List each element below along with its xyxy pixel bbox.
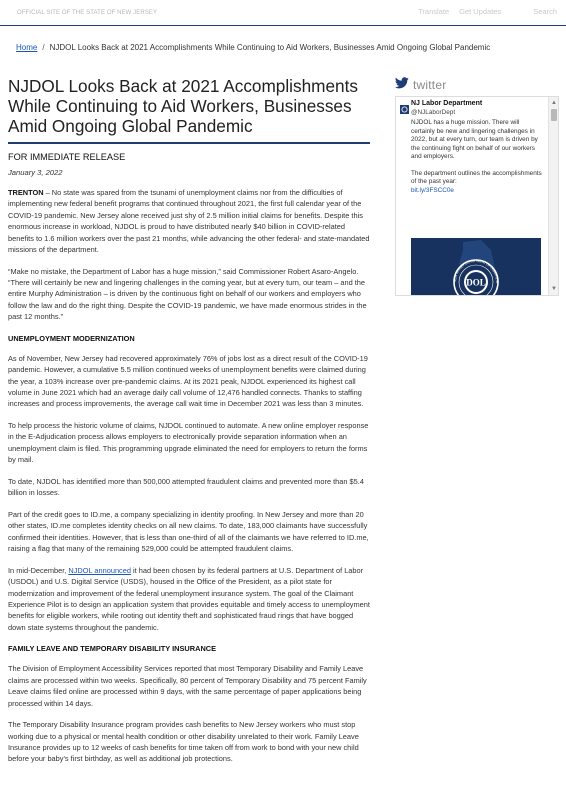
tweet-text: The department outlines the accomplishments of the past year: — [411, 169, 542, 185]
twitter-sidebar — [395, 78, 559, 296]
breadcrumb-home-link[interactable]: Home — [16, 43, 38, 52]
paragraph: Part of the credit goes to ID.me, a company specializing in identity proofing. In New Jersey and more than 20 other states, ID.me completes identity checks on all new claims. To date, 183,000 claimants have successfully confirmed their identities. However, that is less than one-third of all of the claimants we have referred to ID.me, raising a flag that many of the remaining 529,000 could be attempted fraudulent claims. — [8, 509, 369, 554]
official-site-label: OFFICIAL SITE OF THE STATE OF NEW JERSEY — [17, 10, 158, 16]
tweet-text: NJDOL has a huge mission. There will certainly be new and lingering challenges in 2022, but at every turn, our team is driven by the continuing fight on behalf of our workers and employers. — [411, 119, 538, 160]
tweet-author-name[interactable]: NJ Labor Department — [411, 100, 483, 107]
twitter-feed[interactable] — [395, 96, 559, 296]
paragraph: To date, NJDOL has identified more than 500,000 attempted fraudulent claims and prevented more than $5.4 billion in losses. — [8, 476, 364, 498]
breadcrumb-separator: / — [42, 43, 45, 52]
paragraph: The Division of Employment Accessibility Services reported that most Temporary Disability and Family Leave claims are processed within two weeks. Specifically, 80 percent of Temporary Disability and 75 percent Family Leave claims filed online are processed within 9 days, with the same percentage of paper applications being processed within 14 days. — [8, 664, 367, 708]
seal-ring-text: NEW JERSEY DEPARTMENT OF LABOR & W — [452, 258, 500, 284]
profile-avatar-icon[interactable] — [400, 101, 409, 110]
translate-link[interactable]: Translate — [418, 7, 450, 16]
paragraph: “Make no mistake, the Department of Labor has a huge mission,” said Commissioner Robert Asaro-Angelo. “There will certainly be new and lingering challenges in the coming year, but at every turn, our team – and the entire Murphy Administration – is driven by the continuous fight on behalf of our workers and employers who follow the law and do the right thing. Despite the COVID-19 pandemic, we have made enormous strides in the past 12 months.” — [8, 266, 367, 322]
paragraph — [8, 565, 370, 633]
search-link[interactable]: Search — [533, 7, 557, 16]
seal-text: DOL — [466, 277, 486, 288]
paragraph-text: it had been chosen by its federal partners at U.S. Department of Labor (USDOL) and U.S. Digital Service (USDS), housed in the Office of the President, as a pilot state for modernization and improvement of the federal unemployment insurance system. The goal of the Claimant Experience Pilot is to design an application system that provides equitable and timely access to unemployment benefits for eligible workers, while rooting out identity theft and sophisticated fraud rings that have bogged down state systems throughout the pandemic. — [8, 565, 370, 632]
paragraph-text: In mid-December, — [8, 565, 69, 575]
scroll-up-arrow-icon[interactable]: ▲ — [551, 100, 557, 106]
paragraph: The Temporary Disability Insurance program provides cash benefits to New Jersey workers who must stop working due to a physical or mental health condition or other disability unrelated to their work. Family Leave Insurance provides up to 12 weeks of cash benefits for time taken off from work to bond with your new child before your baby's first birthday, as well as additional job protections. — [8, 720, 359, 764]
section-heading: UNEMPLOYMENT MODERNIZATION — [8, 333, 135, 343]
paragraph: To help process the historic volume of claims, NJDOL continued to automate. A new online employer response in the E-Adjudication process allows employers to electronically provide separation information when an unemployment claim is filed. This programming upgrade eliminated the need for employers to return the forms by mail. — [8, 421, 369, 465]
utility-nav — [418, 7, 557, 16]
tweet-image[interactable] — [411, 238, 541, 296]
tweet-body — [411, 119, 544, 195]
paragraph: As of November, New Jersey had recovered approximately 76% of jobs lost as a direct result of the COVID-19 pandemic. However, a cumulative 5.5 million continued weeks of unemployment benefits were claimed during the year, a 103% increase over pre-pandemic claims. At its 2021 peak, NJDOL experienced its highest call volume in June 2021 which had an average daily call volume of 12,476 handled connects. Thanks to staffing increases and process improvements, the average call wait time in December 2021 was less than 3 minutes. — [8, 353, 368, 409]
breadcrumb-current: NJDOL Looks Back at 2021 Accomplishments While Continuing to Aid Workers, Businesses Amid Ongoing Global Pandemic — [49, 43, 491, 52]
article-body — [8, 187, 370, 765]
twitter-heading-text: twitter — [413, 78, 447, 92]
dateline: TRENTON — [8, 188, 44, 197]
twitter-bird-icon — [395, 76, 409, 94]
twitter-heading — [395, 78, 559, 92]
paragraph-text: – No state was spared from the tsunami of unemployment claims nor from the difficulties of implementing new federal benefit programs that continued throughout 2021, the first full calendar year of the COVID-19 pandemic. New Jersey alone received just shy of 2.5 million initial claims for benefits. Despite this enormous increase in workload, NJDOL is proud to have distributed nearly $40 billion in COVID-related benefits to 1.6 million workers over the past 21 months, while advancing the other federal- and state-mandated missions of the department. — [8, 188, 370, 255]
feed-scrollbar[interactable] — [548, 97, 558, 295]
state-header-bar — [0, 0, 566, 26]
breadcrumb — [16, 43, 490, 52]
article — [8, 76, 370, 775]
njdol-announced-link[interactable]: NJDOL announced — [68, 565, 131, 575]
release-label: FOR IMMEDIATE RELEASE — [8, 152, 126, 162]
scrollbar-thumb[interactable] — [551, 109, 557, 121]
release-date: January 3, 2022 — [8, 168, 63, 177]
dol-seal-graphic — [411, 238, 541, 296]
tweet — [396, 97, 548, 296]
tweet-link[interactable]: bit.ly/3FSCC0e — [411, 186, 454, 194]
tweet-author-handle[interactable]: @NJLaborDept — [411, 109, 456, 116]
section-heading: FAMILY LEAVE AND TEMPORARY DISABILITY INSURANCE — [8, 644, 217, 654]
page-title: NJDOL Looks Back at 2021 Accomplishments While Continuing to Aid Workers, Businesses Amid Ongoing Global Pandemic — [8, 76, 370, 144]
nav-spacer — [511, 7, 523, 16]
get-updates-link[interactable]: Get Updates — [459, 7, 502, 16]
paragraph — [8, 187, 370, 255]
scroll-down-arrow-icon[interactable]: ▼ — [551, 286, 557, 292]
